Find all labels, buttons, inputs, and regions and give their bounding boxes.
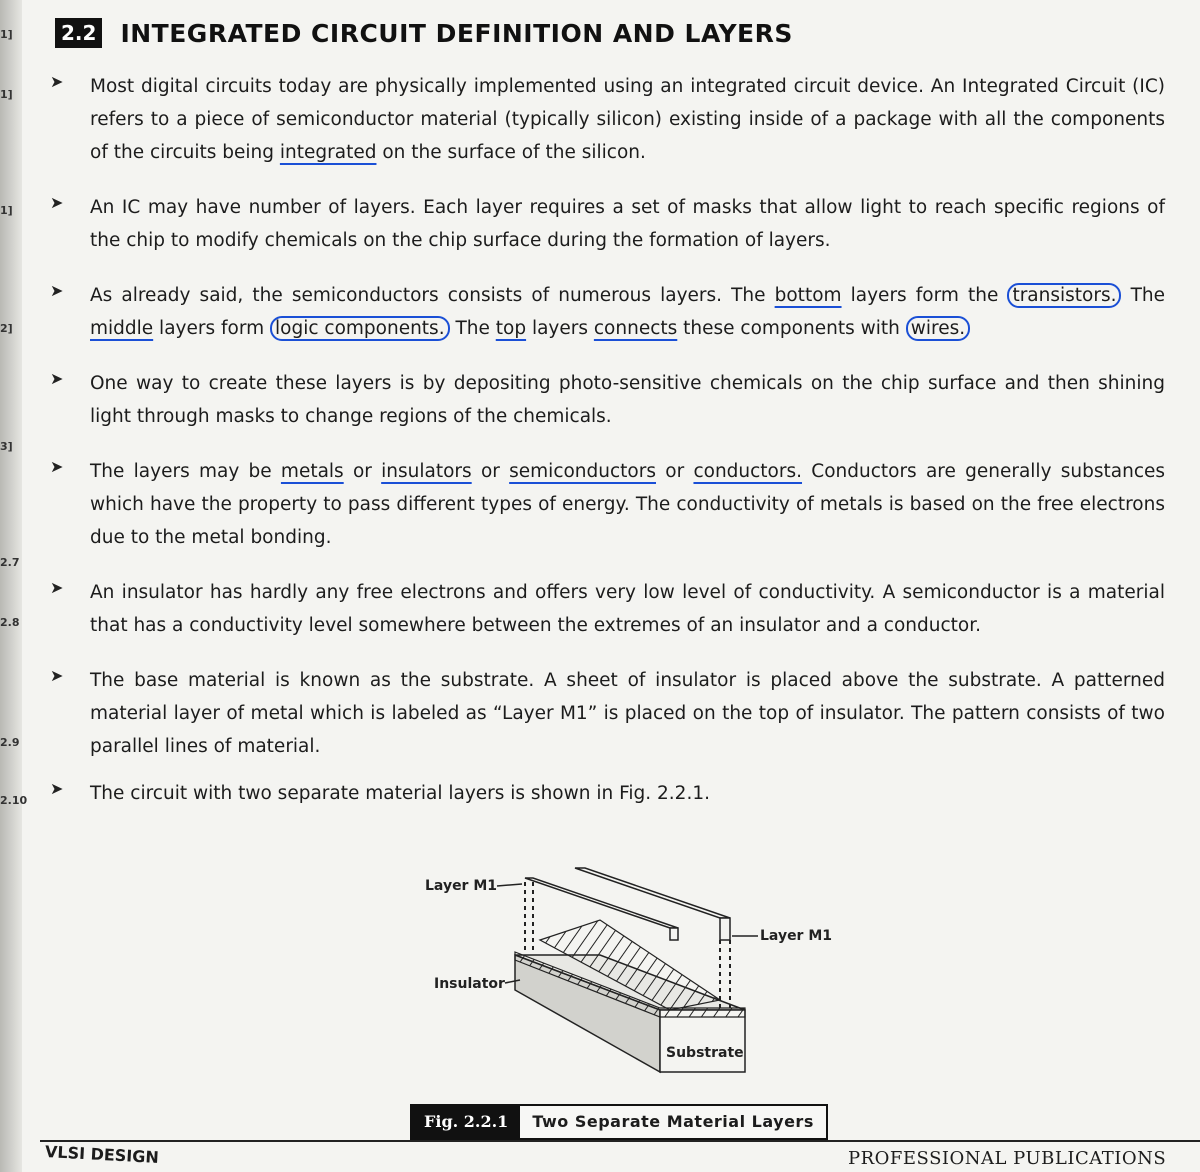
- label-layer-m1-left: Layer M1: [425, 878, 498, 894]
- bullet-text: An IC may have number of layers. Each layer requires a set of masks that allow light to reach specific regions of the chip to modify chemicals on the chip surface during the formation of layers.: [90, 197, 1165, 251]
- bullet-arrow-icon: ➤: [50, 369, 64, 388]
- circled-term: wires.: [906, 316, 970, 341]
- bullet-text: An insulator has hardly any free electrons and offers very low level of conductivity. A semiconductor is a material that has a conductivity level somewhere between the extremes of an insulator and a conductor.: [90, 582, 1165, 636]
- bullet-list: [50, 70, 1165, 832]
- bullet-arrow-icon: ➤: [50, 578, 64, 597]
- bullet-arrow-icon: ➤: [50, 779, 64, 798]
- underlined-term: connects: [593, 318, 678, 339]
- page-binding-edge: [0, 0, 22, 1172]
- bullet-arrow-icon: ➤: [50, 193, 64, 212]
- bullet-text: One way to create these layers is by depositing photo-sensitive chemicals on the chip surface and then shining light through masks to change regions of the chemicals.: [90, 373, 1165, 427]
- figure-caption: [410, 1104, 828, 1140]
- margin-ref: 3]: [0, 440, 13, 453]
- bullet-item: [50, 191, 1165, 257]
- bullet-text: The layers may be metals or insulators or semiconductors or conductors. Conductors are generally substances which have the property to pass different types of energy. The conductivity of metals is based on the free electrons due to the metal bonding.: [90, 461, 1166, 548]
- circled-term: transistors.: [1007, 283, 1121, 308]
- margin-ref: 2.10: [0, 794, 28, 807]
- underlined-term: conductors.: [693, 461, 803, 482]
- margin-ref: 1]: [0, 28, 13, 41]
- bullet-item: [50, 576, 1165, 642]
- bullet-text: As already said, the semiconductors consists of numerous layers. The bottom layers form the transistors. The middle layers form logic components. The top layers connects these components with wires.: [90, 285, 1165, 339]
- margin-ref: 2]: [0, 322, 13, 335]
- bullet-arrow-icon: ➤: [50, 72, 64, 91]
- metal-line-2-front: [720, 918, 730, 940]
- footer-publisher: PROFESSIONAL PUBLICATIONS: [848, 1148, 1167, 1169]
- metal-line-2-top: [575, 868, 730, 918]
- bullet-item: [50, 664, 1165, 763]
- margin-ref: 2.9: [0, 736, 20, 749]
- bullet-text: The base material is known as the substrate. A sheet of insulator is placed above the substrate. A patterned material layer of metal which is labeled as “Layer M1” is placed on the top of insulator. The pattern consists of two parallel lines of material.: [90, 670, 1165, 757]
- underlined-term: metals: [280, 461, 344, 482]
- bullet-text: Most digital circuits today are physically implemented using an integrated circuit device. An Integrated Circuit (IC) refers to a piece of semiconductor material (typically silicon) existing inside of a package with all the components of the circuits being integrated on the surface of the silicon.: [90, 76, 1165, 163]
- margin-ref: 2.8: [0, 616, 20, 629]
- underlined-term: semiconductors: [509, 461, 656, 482]
- underlined-term: insulators: [381, 461, 472, 482]
- bullet-arrow-icon: ➤: [50, 281, 64, 300]
- circled-term: logic components.: [270, 316, 450, 341]
- underlined-term: middle: [90, 318, 154, 339]
- substrate-front: [660, 1010, 745, 1072]
- section-heading: [55, 18, 793, 48]
- underlined-term: bottom: [774, 285, 842, 306]
- label-substrate: Substrate: [666, 1045, 744, 1061]
- bullet-arrow-icon: ➤: [50, 457, 64, 476]
- margin-ref: 2.7: [0, 556, 20, 569]
- label-layer-m1-right: Layer M1: [760, 928, 833, 944]
- bullet-item: [50, 367, 1165, 433]
- margin-ref: 1]: [0, 88, 13, 101]
- caption-number: Fig. 2.2.1: [412, 1106, 520, 1138]
- bullet-item: [50, 279, 1165, 345]
- footer-rule: [40, 1140, 1200, 1142]
- metal-line-1-front: [670, 928, 678, 940]
- bullet-item: [50, 455, 1165, 554]
- bullet-text: The circuit with two separate material layers is shown in Fig. 2.2.1.: [90, 783, 710, 804]
- bullet-item: [50, 777, 1165, 810]
- section-number: 2.2: [55, 18, 102, 48]
- margin-ref: 1]: [0, 204, 13, 217]
- figure-2-2-1: [420, 860, 850, 1085]
- caption-text: Two Separate Material Layers: [520, 1106, 826, 1138]
- bullet-arrow-icon: ➤: [50, 666, 64, 685]
- footer-book-title: VLSI DESIGN: [44, 1142, 160, 1167]
- label-insulator: Insulator: [434, 976, 505, 992]
- underlined-term: top: [495, 318, 527, 339]
- section-title: INTEGRATED CIRCUIT DEFINITION AND LAYERS: [120, 18, 793, 48]
- underlined-term: integrated: [279, 142, 377, 163]
- bullet-item: [50, 70, 1165, 169]
